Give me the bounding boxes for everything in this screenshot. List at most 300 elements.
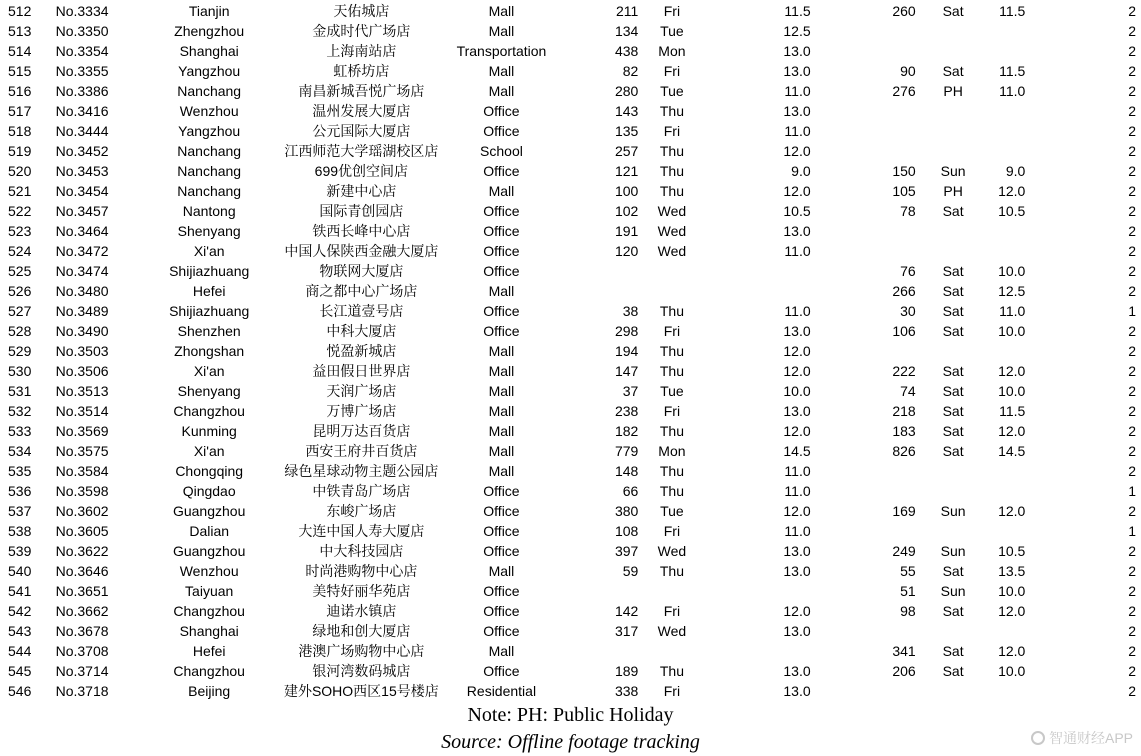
flag-cell: 2 bbox=[1128, 203, 1136, 219]
table-row bbox=[0, 361, 1141, 381]
weekend-day-cell bbox=[916, 481, 991, 501]
flag-cell: 2 bbox=[1128, 63, 1136, 79]
flag-cell: 1 bbox=[1128, 483, 1136, 499]
store-code-cell: No.3474 bbox=[55, 263, 109, 279]
flag-cell: 2 bbox=[1128, 643, 1136, 659]
table-row bbox=[0, 281, 1141, 301]
store-name-cell: 国际青创园店 bbox=[319, 203, 404, 219]
flag-cell: 2 bbox=[1128, 343, 1136, 359]
table-row bbox=[0, 561, 1141, 581]
city-cell: Zhongshan bbox=[174, 343, 245, 359]
weekend-day-cell: Sat bbox=[942, 603, 964, 619]
weekday-hours-cell: 11.0 bbox=[784, 303, 811, 319]
weekend-hours-cell bbox=[991, 101, 1026, 121]
watermark-text: 智通财经APP bbox=[1048, 730, 1133, 746]
store-code-cell: No.3464 bbox=[55, 223, 109, 239]
weekday-day-cell: Thu bbox=[659, 103, 684, 119]
flag-cell: 2 bbox=[1128, 583, 1136, 599]
store-type-cell: Office bbox=[483, 243, 520, 259]
table-row bbox=[0, 481, 1141, 501]
weekend-count-cell bbox=[811, 101, 916, 121]
weekday-hours-cell: 13.0 bbox=[783, 403, 811, 419]
weekday-day-cell: Fri bbox=[663, 683, 681, 699]
city-cell: Hefei bbox=[192, 283, 226, 299]
store-code-cell: No.3354 bbox=[55, 43, 109, 59]
store-type-cell: Office bbox=[483, 543, 520, 559]
flag-cell: 2 bbox=[1128, 663, 1136, 679]
weekend-count-cell bbox=[811, 621, 916, 641]
weekday-day-cell: Fri bbox=[663, 323, 681, 339]
weekday-day-cell: Thu bbox=[659, 143, 684, 159]
weekend-count-cell: 55 bbox=[900, 563, 916, 579]
store-type-cell: Office bbox=[483, 583, 520, 599]
weekend-count-cell: 150 bbox=[892, 163, 916, 179]
watermark-logo-icon bbox=[1031, 731, 1045, 745]
store-type-cell: Mall bbox=[488, 283, 515, 299]
table-row bbox=[0, 581, 1141, 601]
weekday-count-cell: 338 bbox=[614, 683, 639, 699]
store-code-cell: No.3651 bbox=[55, 583, 109, 599]
store-code-cell: No.3334 bbox=[55, 3, 109, 19]
city-cell: Yangzhou bbox=[178, 63, 241, 79]
weekend-count-cell: 249 bbox=[892, 543, 916, 559]
row-index-cell: 514 bbox=[8, 43, 32, 59]
table-row bbox=[0, 601, 1141, 621]
table-row bbox=[0, 521, 1141, 541]
flag-cell: 2 bbox=[1128, 403, 1136, 419]
store-name-cell: 益田假日世界店 bbox=[312, 363, 411, 379]
flag-cell: 2 bbox=[1128, 123, 1136, 139]
store-name-cell: 铁西长峰中心店 bbox=[312, 223, 411, 239]
weekday-hours-cell: 11.0 bbox=[784, 243, 811, 259]
store-code-cell: No.3355 bbox=[55, 63, 109, 79]
weekday-count-cell: 380 bbox=[614, 503, 639, 519]
store-type-cell: Office bbox=[483, 203, 520, 219]
flag-cell: 2 bbox=[1128, 143, 1136, 159]
weekend-hours-cell: 9.0 bbox=[1005, 163, 1026, 179]
weekday-day-cell: Thu bbox=[659, 483, 684, 499]
weekday-count-cell bbox=[564, 261, 642, 281]
store-type-cell: Mall bbox=[488, 183, 515, 199]
store-name-cell: 长江道壹号店 bbox=[319, 303, 404, 319]
store-code-cell: No.3622 bbox=[55, 543, 109, 559]
store-name-cell: 万博广场店 bbox=[326, 403, 397, 419]
weekend-day-cell bbox=[916, 221, 991, 241]
weekday-day-cell: Tue bbox=[660, 83, 684, 99]
weekend-count-cell bbox=[811, 21, 916, 41]
store-code-cell: No.3605 bbox=[55, 523, 109, 539]
store-type-cell: Office bbox=[483, 603, 520, 619]
store-code-cell: No.3457 bbox=[55, 203, 109, 219]
row-index-cell: 536 bbox=[8, 483, 32, 499]
weekend-day-cell: Sat bbox=[942, 643, 964, 659]
weekend-day-cell bbox=[916, 241, 991, 261]
weekend-day-cell bbox=[916, 341, 991, 361]
store-code-cell: No.3452 bbox=[55, 143, 109, 159]
city-cell: Nantong bbox=[182, 203, 236, 219]
weekday-day-cell: Thu bbox=[659, 463, 684, 479]
weekend-hours-cell: 14.5 bbox=[998, 443, 1026, 459]
store-code-cell: No.3718 bbox=[55, 683, 109, 699]
city-cell: Shenyang bbox=[177, 223, 241, 239]
city-cell: Nanchang bbox=[177, 143, 242, 159]
weekday-count-cell: 121 bbox=[614, 163, 639, 179]
row-index-cell: 537 bbox=[8, 503, 32, 519]
weekday-day-cell: Tue bbox=[660, 23, 684, 39]
weekday-day-cell bbox=[641, 281, 702, 301]
city-cell: Wenzhou bbox=[179, 103, 239, 119]
weekend-hours-cell: 11.5 bbox=[999, 3, 1026, 19]
flag-cell: 2 bbox=[1128, 463, 1136, 479]
weekend-hours-cell: 12.0 bbox=[998, 643, 1026, 659]
store-code-cell: No.3646 bbox=[55, 563, 109, 579]
store-type-cell: Office bbox=[483, 263, 520, 279]
weekend-hours-cell bbox=[991, 141, 1026, 161]
weekend-hours-cell bbox=[991, 41, 1026, 61]
store-name-cell: 中国人保陕西金融大厦店 bbox=[284, 243, 439, 259]
table-row bbox=[0, 661, 1141, 681]
flag-cell: 2 bbox=[1128, 243, 1136, 259]
weekday-hours-cell: 12.0 bbox=[783, 363, 811, 379]
flag-cell: 2 bbox=[1128, 283, 1136, 299]
weekday-hours-cell: 13.0 bbox=[783, 323, 811, 339]
store-code-cell: No.3569 bbox=[55, 423, 109, 439]
flag-cell: 2 bbox=[1128, 263, 1136, 279]
store-name-cell: 江西师范大学瑶湖校区店 bbox=[284, 143, 439, 159]
weekday-count-cell: 120 bbox=[614, 243, 639, 259]
weekday-day-cell: Fri bbox=[663, 123, 681, 139]
table-row bbox=[0, 541, 1141, 561]
store-name-cell: 大连中国人寿大厦店 bbox=[298, 523, 425, 539]
table-row bbox=[0, 421, 1141, 441]
row-index-cell: 531 bbox=[8, 383, 32, 399]
weekend-count-cell: 266 bbox=[892, 283, 916, 299]
weekday-day-cell: Thu bbox=[659, 183, 684, 199]
store-type-cell: Office bbox=[483, 483, 520, 499]
row-index-cell: 538 bbox=[8, 523, 32, 539]
row-index-cell: 526 bbox=[8, 283, 32, 299]
weekend-day-cell: Sun bbox=[940, 163, 966, 179]
store-name-cell: 时尚港购物中心店 bbox=[305, 563, 418, 579]
weekend-hours-cell: 10.0 bbox=[998, 663, 1026, 679]
weekend-hours-cell bbox=[991, 221, 1026, 241]
weekday-count-cell: 238 bbox=[614, 403, 639, 419]
store-code-cell: No.3453 bbox=[55, 163, 109, 179]
flag-cell: 2 bbox=[1128, 183, 1136, 199]
table-row bbox=[0, 261, 1141, 281]
row-index-cell: 528 bbox=[8, 323, 32, 339]
flag-cell: 2 bbox=[1128, 3, 1136, 19]
store-type-cell: Mall bbox=[488, 403, 515, 419]
store-code-cell: No.3714 bbox=[55, 663, 109, 679]
row-index-cell: 524 bbox=[8, 243, 32, 259]
store-type-cell: Mall bbox=[488, 63, 515, 79]
weekend-hours-cell: 10.0 bbox=[998, 383, 1026, 399]
weekday-day-cell: Mon bbox=[658, 43, 686, 59]
store-table bbox=[0, 1, 1141, 701]
weekend-hours-cell bbox=[991, 521, 1026, 541]
store-type-cell: Office bbox=[483, 523, 520, 539]
weekend-count-cell bbox=[811, 41, 916, 61]
weekend-count-cell: 826 bbox=[892, 443, 916, 459]
table-row bbox=[0, 681, 1141, 701]
weekend-day-cell: Sat bbox=[942, 383, 964, 399]
table-row bbox=[0, 381, 1141, 401]
store-code-cell: No.3444 bbox=[55, 123, 109, 139]
store-code-cell: No.3416 bbox=[55, 103, 109, 119]
weekday-hours-cell bbox=[703, 281, 811, 301]
store-code-cell: No.3598 bbox=[55, 483, 109, 499]
table-row bbox=[0, 461, 1141, 481]
weekday-count-cell: 280 bbox=[614, 83, 639, 99]
store-name-cell: 公元国际大厦店 bbox=[312, 123, 411, 139]
weekend-day-cell: Sat bbox=[942, 323, 964, 339]
weekend-hours-cell bbox=[991, 481, 1026, 501]
table-row bbox=[0, 621, 1141, 641]
row-index-cell: 542 bbox=[8, 603, 32, 619]
weekend-hours-cell: 10.5 bbox=[998, 543, 1026, 559]
weekend-hours-cell bbox=[991, 461, 1026, 481]
store-type-cell: Mall bbox=[488, 23, 515, 39]
weekday-day-cell: Wed bbox=[657, 243, 687, 259]
weekday-hours-cell: 12.0 bbox=[783, 343, 811, 359]
weekend-hours-cell: 11.0 bbox=[999, 303, 1026, 319]
weekday-hours-cell: 12.0 bbox=[783, 143, 811, 159]
table-row bbox=[0, 1, 1141, 21]
weekend-hours-cell: 12.0 bbox=[998, 603, 1026, 619]
city-cell: Qingdao bbox=[182, 483, 236, 499]
weekend-count-cell: 78 bbox=[900, 203, 916, 219]
flag-cell: 2 bbox=[1128, 503, 1136, 519]
store-code-cell: No.3678 bbox=[55, 623, 109, 639]
store-type-cell: Office bbox=[483, 503, 520, 519]
weekend-count-cell: 76 bbox=[900, 263, 916, 279]
store-name-cell: 天润广场店 bbox=[326, 383, 397, 399]
city-cell: Changzhou bbox=[173, 603, 245, 619]
weekday-count-cell: 38 bbox=[622, 303, 639, 319]
store-name-cell: 虹桥坊店 bbox=[333, 63, 390, 79]
weekday-count-cell: 211 bbox=[615, 3, 639, 19]
weekend-day-cell: Sat bbox=[942, 423, 964, 439]
city-cell: Chongqing bbox=[175, 463, 244, 479]
weekday-day-cell: Thu bbox=[659, 363, 684, 379]
flag-cell: 2 bbox=[1128, 563, 1136, 579]
weekend-day-cell bbox=[916, 21, 991, 41]
row-index-cell: 512 bbox=[8, 3, 32, 19]
store-code-cell: No.3708 bbox=[55, 643, 109, 659]
table-row bbox=[0, 21, 1141, 41]
store-name-cell: 绿色星球动物主题公园店 bbox=[284, 463, 439, 479]
store-type-cell: Mall bbox=[488, 83, 515, 99]
weekend-hours-cell: 11.0 bbox=[999, 83, 1026, 99]
flag-cell: 2 bbox=[1128, 43, 1136, 59]
weekday-day-cell: Wed bbox=[657, 223, 687, 239]
weekend-day-cell: Sat bbox=[942, 3, 964, 19]
store-name-cell: 建外SOHO西区15号楼店 bbox=[283, 683, 439, 699]
store-type-cell: Office bbox=[483, 103, 520, 119]
store-name-cell: 中科大厦店 bbox=[326, 323, 397, 339]
table-row bbox=[0, 241, 1141, 261]
weekend-count-cell: 90 bbox=[900, 63, 916, 79]
city-cell: Beijing bbox=[188, 683, 231, 699]
weekend-count-cell bbox=[811, 461, 916, 481]
weekday-hours-cell: 11.0 bbox=[784, 523, 811, 539]
weekday-day-cell: Wed bbox=[657, 543, 687, 559]
city-cell: Xi'an bbox=[193, 443, 225, 459]
city-cell: Shanghai bbox=[179, 623, 239, 639]
weekday-count-cell: 108 bbox=[614, 523, 639, 539]
weekday-day-cell: Fri bbox=[663, 3, 681, 19]
weekday-hours-cell: 11.0 bbox=[784, 123, 811, 139]
flag-cell: 2 bbox=[1128, 423, 1136, 439]
store-code-cell: No.3490 bbox=[55, 323, 109, 339]
weekday-count-cell: 148 bbox=[614, 463, 639, 479]
store-name-cell: 金成时代广场店 bbox=[312, 23, 411, 39]
table-row bbox=[0, 401, 1141, 421]
weekend-hours-cell: 12.0 bbox=[998, 183, 1026, 199]
weekend-hours-cell: 12.0 bbox=[998, 423, 1026, 439]
store-type-cell: Mall bbox=[488, 363, 515, 379]
store-type-cell: Mall bbox=[488, 563, 515, 579]
store-type-cell: Mall bbox=[488, 463, 515, 479]
weekend-day-cell bbox=[916, 621, 991, 641]
city-cell: Shenyang bbox=[177, 383, 241, 399]
row-index-cell: 529 bbox=[8, 343, 32, 359]
weekday-hours-cell: 13.0 bbox=[783, 663, 811, 679]
row-index-cell: 540 bbox=[8, 563, 32, 579]
flag-cell: 2 bbox=[1128, 103, 1136, 119]
flag-cell: 2 bbox=[1128, 223, 1136, 239]
weekend-count-cell: 260 bbox=[892, 3, 916, 19]
store-code-cell: No.3480 bbox=[55, 283, 109, 299]
store-code-cell: No.3513 bbox=[55, 383, 109, 399]
store-type-cell: Mall bbox=[488, 423, 515, 439]
city-cell: Guangzhou bbox=[172, 543, 246, 559]
row-index-cell: 535 bbox=[8, 463, 32, 479]
row-index-cell: 541 bbox=[8, 583, 32, 599]
weekday-count-cell: 102 bbox=[614, 203, 639, 219]
weekend-hours-cell: 10.0 bbox=[998, 263, 1026, 279]
store-name-cell: 上海南站店 bbox=[326, 43, 397, 59]
weekday-day-cell: Fri bbox=[663, 403, 681, 419]
weekday-hours-cell: 11.0 bbox=[784, 463, 811, 479]
table-row bbox=[0, 141, 1141, 161]
table-row bbox=[0, 641, 1141, 661]
weekend-count-cell: 169 bbox=[892, 503, 916, 519]
weekday-hours-cell: 10.0 bbox=[783, 383, 811, 399]
store-name-cell: 物联网大厦店 bbox=[319, 263, 404, 279]
store-type-cell: School bbox=[480, 143, 523, 159]
store-name-cell: 中大科技园店 bbox=[319, 543, 404, 559]
flag-cell: 2 bbox=[1128, 23, 1136, 39]
city-cell: Nanchang bbox=[177, 183, 242, 199]
weekday-count-cell: 147 bbox=[614, 363, 639, 379]
weekday-hours-cell: 13.0 bbox=[783, 543, 811, 559]
weekday-count-cell: 257 bbox=[614, 143, 639, 159]
weekday-count-cell: 37 bbox=[622, 383, 639, 399]
table-row bbox=[0, 501, 1141, 521]
weekend-count-cell bbox=[811, 521, 916, 541]
table-row bbox=[0, 121, 1141, 141]
weekend-day-cell: Sun bbox=[940, 583, 966, 599]
weekend-hours-cell: 13.5 bbox=[998, 563, 1026, 579]
weekend-count-cell bbox=[811, 341, 916, 361]
store-type-cell: Office bbox=[483, 303, 520, 319]
weekday-hours-cell: 9.0 bbox=[791, 163, 811, 179]
weekend-hours-cell: 12.0 bbox=[998, 503, 1026, 519]
weekend-hours-cell: 12.5 bbox=[998, 283, 1026, 299]
table-row bbox=[0, 201, 1141, 221]
weekend-count-cell: 276 bbox=[892, 83, 916, 99]
weekday-hours-cell: 13.0 bbox=[783, 43, 811, 59]
store-name-cell: 银河湾数码城店 bbox=[312, 663, 411, 679]
row-index-cell: 513 bbox=[8, 23, 32, 39]
store-type-cell: Mall bbox=[488, 343, 515, 359]
weekend-day-cell bbox=[916, 521, 991, 541]
weekend-count-cell: 206 bbox=[892, 663, 916, 679]
city-cell: Changzhou bbox=[173, 663, 245, 679]
store-name-cell: 新建中心店 bbox=[326, 183, 397, 199]
city-cell: Nanchang bbox=[177, 163, 242, 179]
weekday-hours-cell bbox=[703, 261, 811, 281]
city-cell: Taiyuan bbox=[185, 583, 234, 599]
flag-cell: 2 bbox=[1128, 443, 1136, 459]
row-index-cell: 517 bbox=[8, 103, 32, 119]
flag-cell: 2 bbox=[1128, 323, 1136, 339]
weekend-count-cell bbox=[811, 481, 916, 501]
weekday-count-cell: 182 bbox=[614, 423, 639, 439]
store-code-cell: No.3350 bbox=[55, 23, 109, 39]
store-code-cell: No.3514 bbox=[55, 403, 109, 419]
table-row bbox=[0, 221, 1141, 241]
weekend-count-cell: 341 bbox=[892, 643, 916, 659]
weekend-day-cell bbox=[916, 141, 991, 161]
flag-cell: 2 bbox=[1128, 83, 1136, 99]
table-row bbox=[0, 161, 1141, 181]
weekday-day-cell: Tue bbox=[660, 383, 684, 399]
table-row bbox=[0, 61, 1141, 81]
weekday-day-cell: Thu bbox=[659, 663, 684, 679]
row-index-cell: 516 bbox=[8, 83, 32, 99]
weekend-day-cell: Sat bbox=[942, 563, 964, 579]
weekday-count-cell: 82 bbox=[622, 63, 639, 79]
weekday-count-cell: 438 bbox=[614, 43, 639, 59]
weekday-count-cell: 317 bbox=[614, 623, 639, 639]
weekday-count-cell: 189 bbox=[614, 663, 639, 679]
row-index-cell: 546 bbox=[8, 683, 32, 699]
weekday-hours-cell: 12.0 bbox=[783, 503, 811, 519]
weekday-day-cell: Wed bbox=[657, 203, 687, 219]
weekday-count-cell: 194 bbox=[614, 343, 639, 359]
row-index-cell: 527 bbox=[8, 303, 32, 319]
store-code-cell: No.3506 bbox=[55, 363, 109, 379]
weekday-count-cell bbox=[564, 581, 642, 601]
store-type-cell: Transportation bbox=[456, 43, 547, 59]
weekday-day-cell: Fri bbox=[663, 523, 681, 539]
city-cell: Wenzhou bbox=[179, 563, 239, 579]
weekend-count-cell bbox=[811, 221, 916, 241]
weekend-day-cell: Sat bbox=[942, 283, 964, 299]
weekday-count-cell: 397 bbox=[614, 543, 639, 559]
table-row bbox=[0, 101, 1141, 121]
weekday-hours-cell bbox=[703, 581, 811, 601]
weekend-count-cell: 51 bbox=[900, 583, 916, 599]
weekday-hours-cell: 13.0 bbox=[783, 63, 811, 79]
weekend-day-cell: Sun bbox=[940, 503, 966, 519]
weekday-count-cell: 100 bbox=[614, 183, 639, 199]
row-index-cell: 519 bbox=[8, 143, 32, 159]
weekday-count-cell bbox=[564, 281, 642, 301]
